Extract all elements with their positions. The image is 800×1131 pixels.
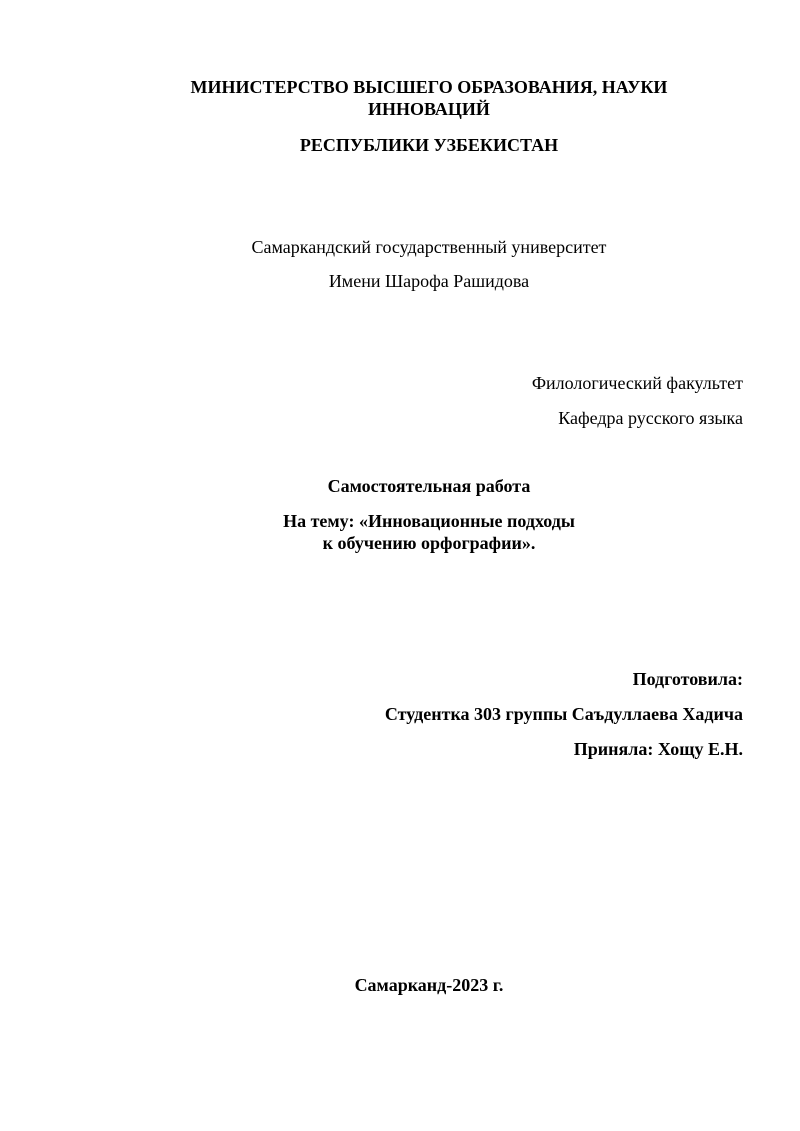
student-name: Студентка 303 группы Саъдуллаева Хадича — [384, 704, 743, 724]
faculty-name: Филологический факультет — [531, 373, 743, 393]
university-named-after: Имени Шарофа Рашидова — [328, 271, 530, 291]
university-name: Самаркандский государственный университет — [251, 237, 607, 257]
accepted-by: Приняла: Хощу Е.Н. — [573, 739, 743, 759]
work-topic-line1: На тему: «Инновационные подходы — [283, 511, 575, 531]
prepared-by-label: Подготовила: — [632, 669, 743, 689]
ministry-heading — [140, 76, 718, 120]
republic-heading: РЕСПУБЛИКИ УЗБЕКИСТАН — [299, 135, 559, 155]
ministry-heading-line1: МИНИСТЕРСТВО ВЫСШЕГО ОБРАЗОВАНИЯ, НАУКИ — [190, 77, 668, 97]
work-topic — [140, 510, 718, 554]
department-name: Кафедра русского языка — [558, 408, 743, 428]
work-topic-line2: к обучению орфографии». — [322, 533, 536, 553]
ministry-heading-line2: ИННОВАЦИЙ — [368, 99, 490, 119]
work-type: Самостоятельная работа — [327, 476, 531, 496]
city-year: Самарканд-2023 г. — [354, 975, 504, 995]
